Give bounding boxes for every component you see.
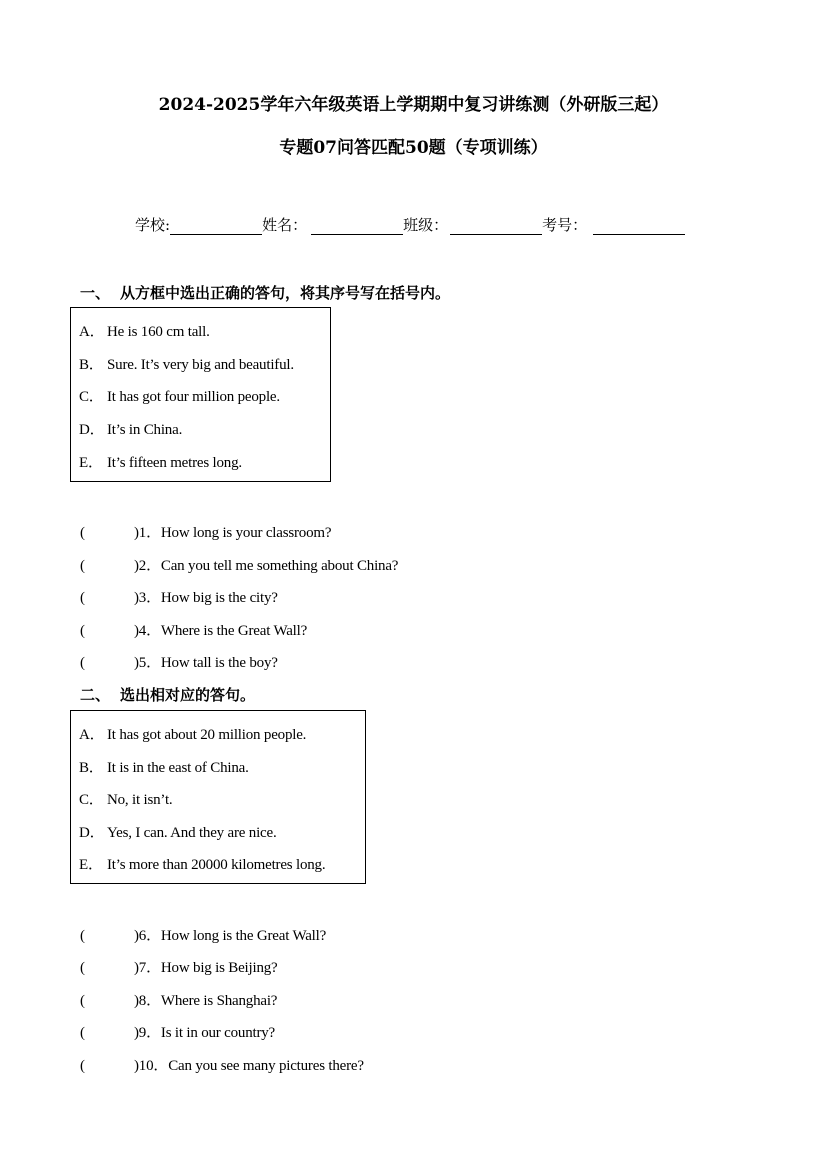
answer-options-box bbox=[70, 710, 366, 884]
question-item: ( )3．How big is the city? bbox=[80, 590, 278, 606]
section-number: 一、 bbox=[80, 284, 111, 302]
option-item: A． He is 160 cm tall. bbox=[79, 324, 210, 340]
answer-options-box bbox=[70, 307, 331, 482]
section-heading bbox=[80, 684, 255, 705]
option-item: C． No, it isn’t. bbox=[79, 792, 173, 808]
option-item: A． It has got about 20 million people. bbox=[79, 727, 307, 743]
option-item: B． Sure. It’s very big and beautiful. bbox=[79, 357, 294, 373]
question-item: ( )1．How long is your classroom? bbox=[80, 525, 332, 541]
name-field[interactable] bbox=[311, 216, 403, 235]
answer-blank[interactable]: ( bbox=[80, 993, 85, 1009]
question-item: ( )2．Can you tell me something about China? bbox=[80, 558, 399, 574]
section-heading bbox=[80, 282, 450, 303]
answer-blank[interactable]: ( bbox=[80, 623, 85, 639]
answer-blank[interactable]: ( bbox=[80, 558, 85, 574]
question-item: ( )10．Can you see many pictures there? bbox=[80, 1058, 364, 1074]
question-item: ( )5．How tall is the boy? bbox=[80, 655, 278, 671]
option-item: C． It has got four million people. bbox=[79, 389, 280, 405]
answer-blank[interactable]: ( bbox=[80, 928, 85, 944]
answer-blank[interactable]: ( bbox=[80, 960, 85, 976]
school-field[interactable] bbox=[170, 216, 262, 235]
option-item: B． It is in the east of China. bbox=[79, 760, 249, 776]
name-label: 姓名： bbox=[262, 216, 308, 234]
answer-blank[interactable]: ( bbox=[80, 1058, 85, 1074]
option-item: E． It’s more than 20000 kilometres long. bbox=[79, 857, 326, 873]
exam-no-field[interactable] bbox=[593, 216, 685, 235]
answer-blank[interactable]: ( bbox=[80, 1025, 85, 1041]
answer-blank[interactable]: ( bbox=[80, 525, 85, 541]
page-title: 2024-2025学年六年级英语上学期期中复习讲练测（外研版三起） bbox=[158, 95, 669, 115]
option-item: D． It’s in China. bbox=[79, 422, 183, 438]
class-label: 班级： bbox=[403, 216, 449, 234]
question-item: ( )8．Where is Shanghai? bbox=[80, 993, 278, 1009]
question-item: ( )4．Where is the Great Wall? bbox=[80, 623, 308, 639]
class-field[interactable] bbox=[450, 216, 542, 235]
school-label: 学校: bbox=[135, 216, 171, 234]
section-instruction: 选出相对应的答句。 bbox=[120, 686, 256, 704]
exam-no-label: 考号： bbox=[542, 216, 588, 234]
question-item: ( )6．How long is the Great Wall? bbox=[80, 928, 327, 944]
answer-blank[interactable]: ( bbox=[80, 655, 85, 671]
answer-blank[interactable]: ( bbox=[80, 590, 85, 606]
section-instruction: 从方框中选出正确的答句，将其序号写在括号内。 bbox=[120, 284, 451, 302]
page-subtitle: 专题07问答匹配50题（专项训练） bbox=[279, 138, 548, 158]
question-item: ( )7．How big is Beijing? bbox=[80, 960, 278, 976]
option-item: E． It’s fifteen metres long. bbox=[79, 455, 242, 471]
student-info-row bbox=[135, 214, 685, 235]
option-item: D． Yes, I can. And they are nice. bbox=[79, 825, 277, 841]
question-item: ( )9．Is it in our country? bbox=[80, 1025, 276, 1041]
section-number: 二、 bbox=[80, 686, 111, 704]
